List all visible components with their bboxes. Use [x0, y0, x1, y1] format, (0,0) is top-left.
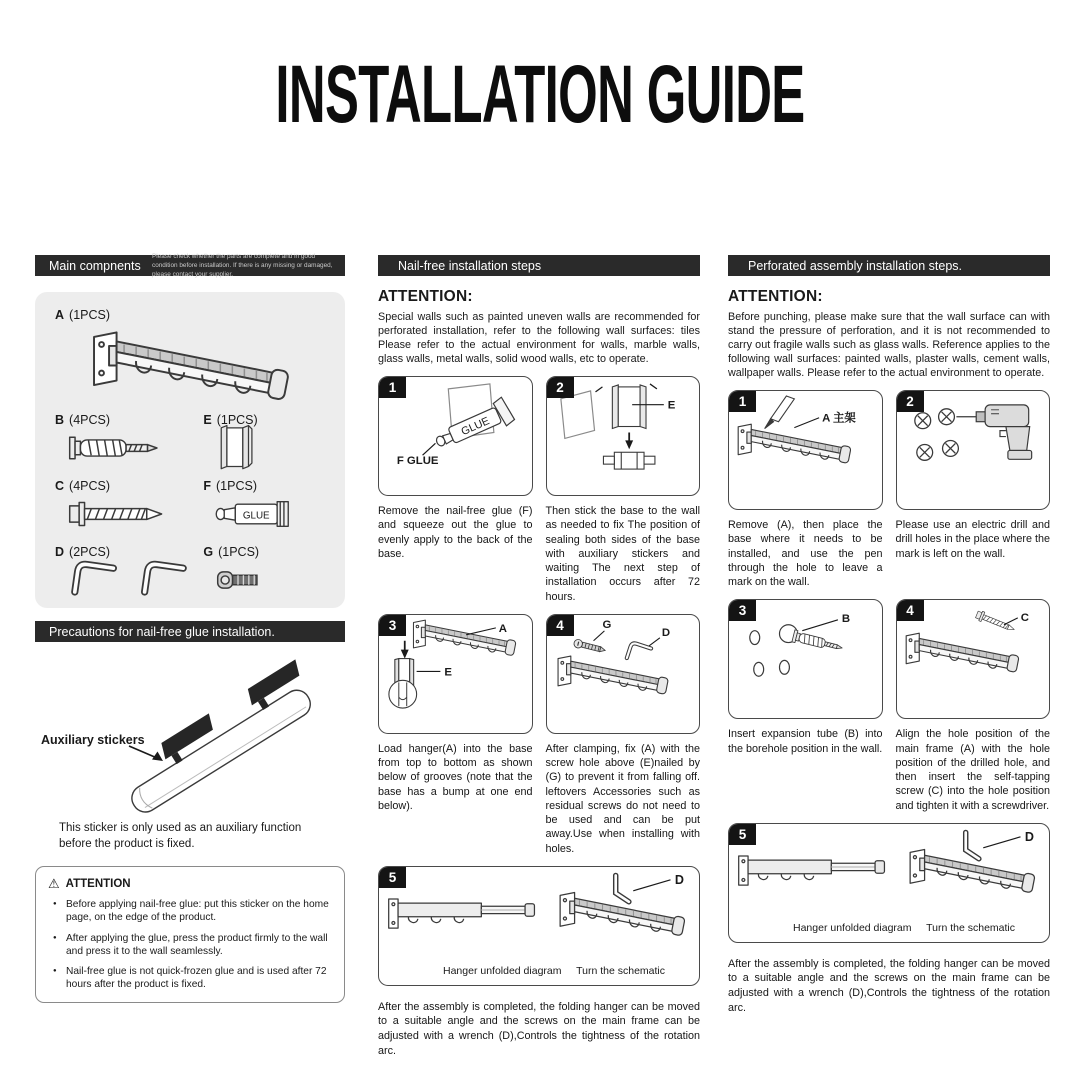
step-number: 4: [547, 615, 574, 636]
step-caption: Load hanger(A) into the base from top to bottom as shown below of grooves (note that the base has a bump at one end below).: [378, 742, 533, 812]
step-caption: Then stick the base to the wall as needed to fix The position of sealing both sides of the base with auxiliary stickers and waiting The next step of installation occurs after 72 hours.: [545, 505, 700, 603]
warning-icon: ⚠: [48, 876, 60, 892]
step-caption: Please use an electric drill and drill holes in the place where the mark is left on the wall.: [895, 519, 1050, 560]
part-e: E (1PCS): [203, 413, 327, 469]
c-label: C: [1020, 612, 1029, 625]
nail-free-step-2: [546, 376, 701, 614]
nail-free-footer-text: After the assembly is completed, the folding hanger can be moved to a suitable angle and the screws on the main frame can be adjusted with a wrench (D),Controls the tightness of the rotation arc.: [378, 1000, 700, 1057]
perforated-header: Perforated assembly installation steps.: [728, 255, 1050, 276]
nail-free-attention-title: ATTENTION:: [378, 288, 473, 305]
nail-free-step-5: [378, 866, 700, 986]
b-label: B: [841, 613, 851, 626]
part-e-bracket-icon: [203, 427, 327, 469]
glue-tube-label: GLUE: [243, 510, 270, 522]
nail-free-header: Nail-free installation steps: [378, 255, 700, 276]
d-label: D: [1024, 830, 1034, 845]
step-number: 2: [547, 377, 574, 398]
f-glue-label: F GLUE: [396, 455, 439, 468]
attention-bullet: ● Nail-free glue is not quick-frozen glue and is used after 72 hours after the product is fixed.: [62, 965, 332, 992]
unfolded-diagram-label: Hanger unfolded diagram: [443, 964, 562, 977]
nail-free-steps-column: [378, 255, 700, 1058]
part-d: D (2PCS): [55, 545, 203, 601]
unfolded-diagram-label: Hanger unfolded diagram: [793, 921, 912, 934]
perforated-footer-text: After the assembly is completed, the folding hanger can be moved to a suitable angle and the screws on the main frame can be adjusted with a wrench (D),Controls the tightness of the rotation arc.: [728, 957, 1050, 1014]
precautions-header: Precautions for nail-free glue installation.: [35, 621, 345, 642]
part-f: F (1PCS) GLUE: [203, 479, 327, 535]
part-c: C (4PCS): [55, 479, 203, 535]
attention-box-title: ⚠ ATTENTION: [48, 876, 131, 892]
hanger-adjustment-figure: [379, 867, 699, 965]
step-caption: Remove the nail-free glue (F) and squeeze out the glue to evenly apply to the back of the base.: [378, 505, 533, 560]
main-components-title: Main compnents: [49, 258, 141, 273]
main-components-note: Please check whether the parts are complete and in good condition before installation. If there is any missing or damaged, please contact your supplier.: [152, 252, 333, 279]
auxiliary-stickers-label: Auxiliary stickers: [41, 733, 145, 747]
a-label: A: [498, 622, 508, 635]
sticker-caption: This sticker is only used as an auxiliary function before the product is fixed.: [59, 822, 302, 850]
components-column: [35, 252, 345, 1003]
perforated-step-1: [728, 390, 883, 599]
part-d-wrench-icons: [55, 559, 203, 601]
turn-schematic-label: Turn the schematic: [926, 921, 1015, 934]
main-components-header: [35, 252, 345, 279]
perforated-attention-title: ATTENTION:: [728, 288, 823, 305]
d-label: D: [674, 873, 684, 888]
perforated-step-4: [896, 599, 1051, 823]
step-caption: After clamping, fix (A) with the screw hole above (E)nailed by (G) to prevent it from falling off. leftovers Accessories such as residual screws do not need to be used and can be put away.Use when installing with holes.: [545, 742, 700, 855]
attention-bullet-list: [48, 898, 332, 992]
step-number: 3: [729, 600, 756, 621]
auxiliary-sticker-figure: [35, 646, 345, 819]
hanger-adjustment-figure: [729, 824, 1049, 922]
part-a-label: A (1PCS): [55, 308, 111, 322]
glue-tube-text: GLUE: [459, 415, 492, 439]
nail-free-step-4: [546, 614, 701, 866]
step-number: 2: [897, 391, 924, 412]
perforated-step-5: [728, 823, 1050, 943]
perforated-step-2: [896, 390, 1051, 599]
g-label: G: [601, 618, 611, 631]
part-g: G (1PCS): [203, 545, 327, 601]
attention-box: [35, 866, 345, 1003]
step-number: 1: [379, 377, 406, 398]
e-label: E: [667, 399, 675, 412]
attention-bullet: ● Before applying nail-free glue: put this sticker on the home page, on the edge of the product.: [62, 898, 332, 925]
part-a-hanger-icon: [85, 326, 327, 407]
page-title: INSTALLATION GUIDE: [275, 49, 805, 140]
step-number: 5: [729, 824, 756, 845]
step-number: 5: [379, 867, 406, 888]
nail-free-step-1: [378, 376, 533, 614]
part-b: B (4PCS): [55, 413, 203, 469]
step-number: 3: [379, 615, 406, 636]
step-caption: Align the hole position of the main frame (A) with the hole position of the drilled hole, and then insert the self-tapping screw (C) into the hole position and tighten it with a screwdriver.: [895, 728, 1050, 812]
attention-bullet: ● After applying the glue, press the product firmly to the wall and press it to the wall seamlessly.: [62, 932, 332, 959]
part-b-anchor-icon: [55, 427, 203, 469]
a-main-frame-label: A 主架: [822, 412, 856, 425]
nail-free-attention-text: Special walls such as painted uneven walls are recommended for perforated installation, refer to the following wall surfaces: tiles Please refer to the actual environment for walls, marble walls, glass walls, metal walls, solid wood walls, etc to operate.: [378, 311, 700, 366]
turn-schematic-label: Turn the schematic: [576, 964, 665, 977]
d-label: D: [661, 626, 670, 639]
part-f-glue-icon: [203, 493, 327, 535]
perforated-steps-column: [728, 255, 1050, 1015]
step-number: 1: [729, 391, 756, 412]
step-caption: Remove (A), then place the base where it needs to be installed, and use the pen through the hole to leave a mark on the wall.: [728, 519, 883, 589]
step-number: 4: [897, 600, 924, 621]
nail-free-step-3: [378, 614, 533, 866]
parts-panel: [35, 292, 345, 608]
perforated-step-3: [728, 599, 883, 823]
perforated-attention-text: Before punching, please make sure that the wall surface can with stand the pressure of perforation, and it is not recommended to carry out fragile walls such as glass walls. Reference applies to the following wall surfaces: painted walls, plaster walls, cement walls, wallpaper walls. Please refer to the actual environment to operate.: [728, 311, 1050, 380]
part-c-screw-icon: [55, 493, 203, 535]
e-label: E: [444, 666, 452, 679]
step-caption: Insert expansion tube (B) into the borehole position in the wall.: [728, 728, 883, 755]
part-g-bolt-icon: [203, 559, 327, 601]
